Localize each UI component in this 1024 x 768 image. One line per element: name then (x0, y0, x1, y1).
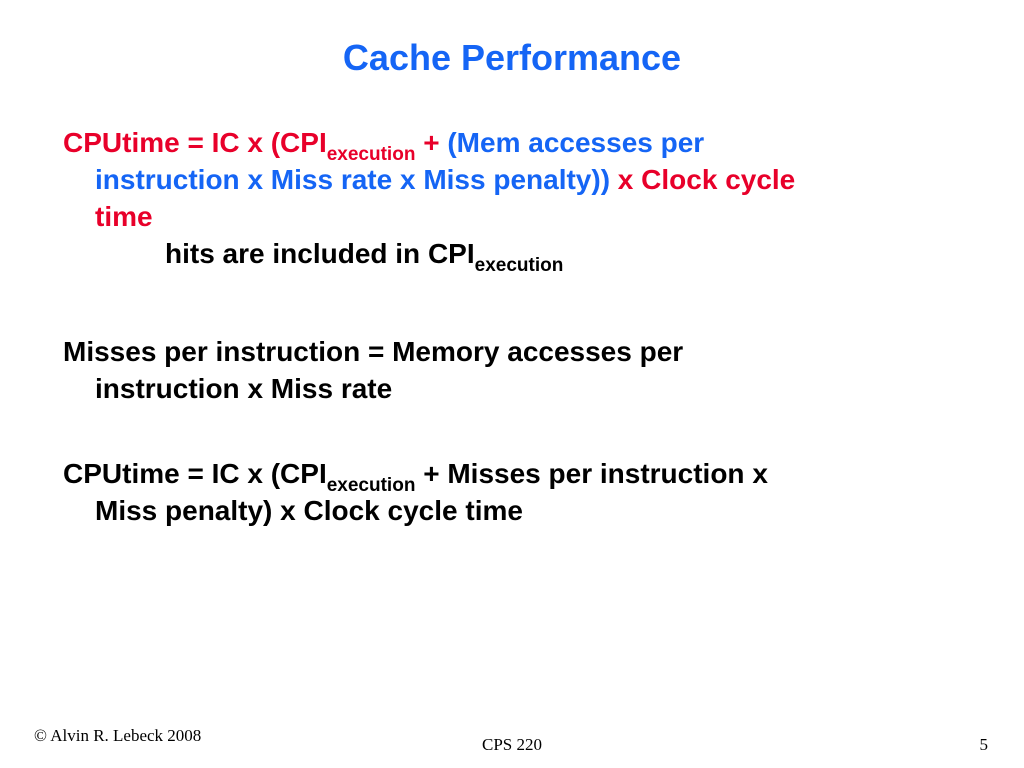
execution-subscript: execution (474, 255, 564, 276)
footer-course: CPS 220 (482, 735, 542, 754)
bullet3-text: CPUtime = IC x (CPI (63, 458, 327, 489)
bullet3-line2: Miss penalty) x Clock cycle time (95, 495, 523, 526)
bullet3-line1 (63, 455, 963, 496)
formula-red-part: x Clock cycle (610, 164, 796, 195)
bullet-cputime-formula (63, 124, 963, 276)
bullet1-line2 (63, 161, 963, 198)
formula-blue-part: (Mem accesses per (447, 127, 705, 158)
bullet-cputime-misses (63, 455, 963, 529)
bullet3-text: + Misses per instruction x (415, 458, 768, 489)
bullet-misses-per-instruction (63, 333, 963, 407)
slide-title: Cache Performance (342, 37, 682, 78)
footer-page-number: 5 (979, 735, 988, 754)
bullet2-line2: instruction x Miss rate (95, 373, 393, 404)
formula-blue-part: instruction x Miss rate x Miss penalty)) (95, 164, 611, 195)
hits-note (63, 235, 963, 276)
formula-plus: + (415, 127, 448, 158)
execution-subscript: execution (326, 475, 416, 496)
hits-note-text: hits are included in CPI (165, 238, 475, 269)
bullet1-line3: time (95, 201, 153, 232)
execution-subscript: execution (326, 144, 416, 165)
bullet2-line1: Misses per instruction = Memory accesses per (63, 336, 684, 367)
bullet1-line1 (63, 124, 963, 165)
footer-copyright: © Alvin R. Lebeck 2008 (34, 726, 202, 745)
formula-red-part: CPUtime = IC x (CPI (63, 127, 327, 158)
